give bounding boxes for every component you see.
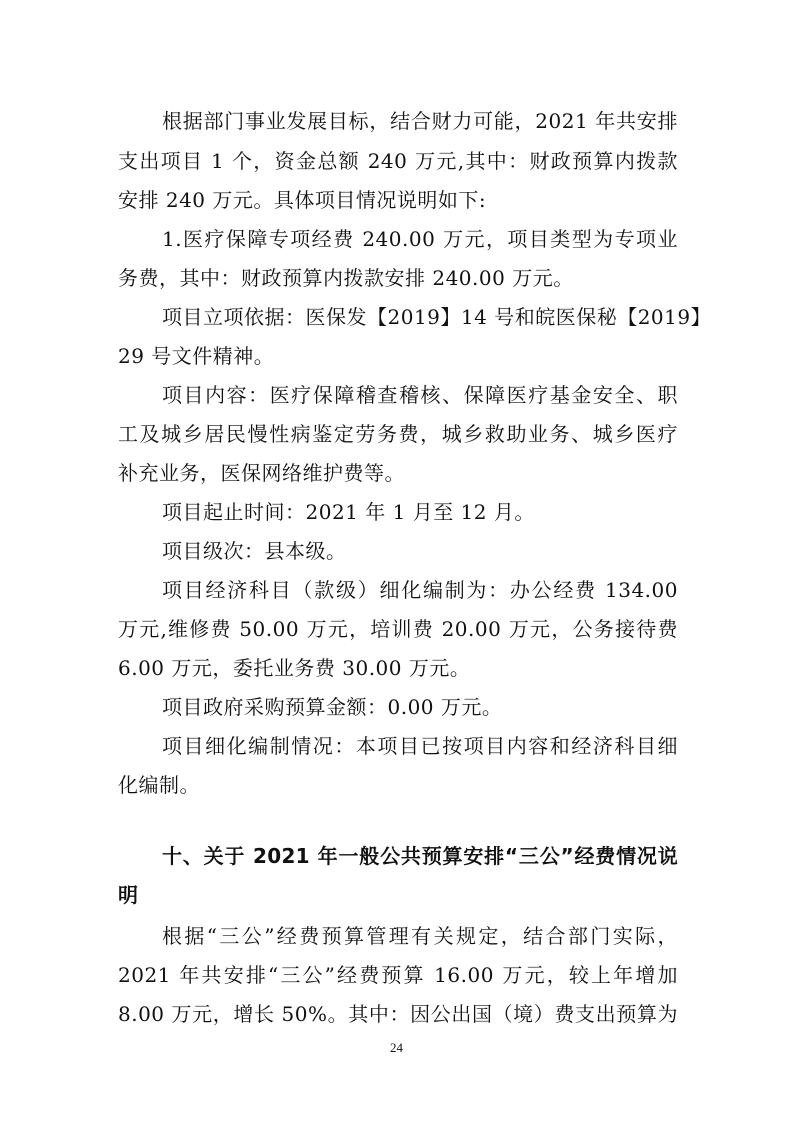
paragraph-line: 补充业务，医保网络维护费等。 [118,461,405,485]
paragraph-line: 29 号文件精神。 [118,344,275,368]
paragraph-line: 项目细化编制情况：本项目已按项目内容和经济科目细 [162,734,678,758]
paragraph-line: 支出项目 1 个，资金总额 240 万元,其中：财政预算内拨款 [118,149,678,173]
paragraph-line: 8.00 万元，增长 50%。其中：因公出国（境）费支出预算为 [118,1002,678,1026]
paragraph-line: 工及城乡居民慢性病鉴定劳务费，城乡救助业务、城乡医疗 [118,422,678,446]
paragraph-line: 根据“三公”经费预算管理有关规定，结合部门实际， [162,924,678,948]
paragraph-line: 根据部门事业发展目标，结合财力可能，2021 年共安排 [162,109,678,133]
paragraph-line: 1.医疗保障专项经费 240.00 万元，项目类型为专项业 [162,227,678,251]
paragraph-line: 2021 年共安排“三公”经费预算 16.00 万元，较上年增加 [118,963,678,987]
paragraph-line: 务费，其中：财政预算内拨款安排 240.00 万元。 [118,266,574,290]
paragraph-line: 项目政府采购预算金额：0.00 万元。 [162,695,503,719]
section-heading: 十、关于 2021 年一般公共预算安排“三公”经费情况说 [162,844,678,868]
paragraph-line: 6.00 万元，委托业务费 30.00 万元。 [118,656,471,680]
paragraph-line: 项目起止时间：2021 年 1 月至 12 月。 [162,500,535,524]
paragraph-line: 安排 240 万元。具体项目情况说明如下: [118,188,487,212]
paragraph-line: 化编制。 [118,773,200,797]
paragraph-line: 项目内容：医疗保障稽查稽核、保障医疗基金安全、职 [162,383,678,407]
section-heading: 明 [118,883,139,907]
page-number: 24 [390,1040,403,1055]
paragraph-line: 项目级次：县本级。 [162,539,347,563]
paragraph-line: 项目经济科目（款级）细化编制为：办公经费 134.00 [162,578,678,602]
paragraph-line: 万元,维修费 50.00 万元，培训费 20.00 万元，公务接待费 [118,617,678,641]
paragraph-line: 项目立项依据：医保发【2019】14 号和皖医保秘【2019】 [162,305,712,329]
